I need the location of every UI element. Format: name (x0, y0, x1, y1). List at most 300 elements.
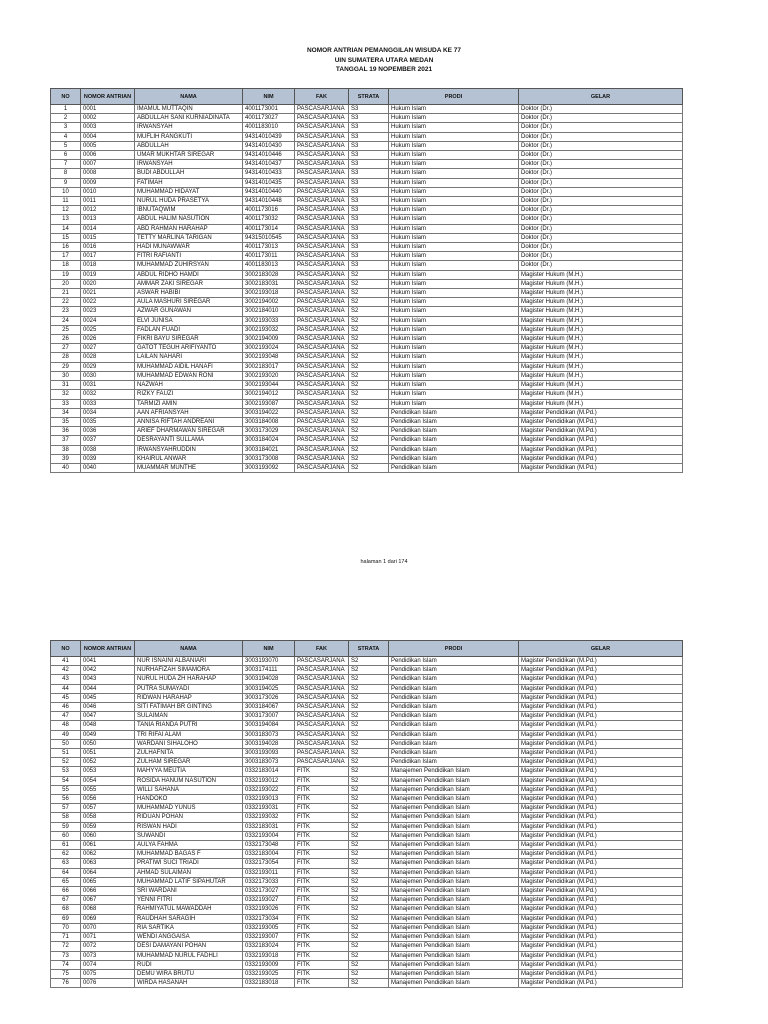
cell-nim: 0332193032 (243, 813, 295, 822)
cell-nomor-antrian: 0069 (81, 914, 135, 923)
cell-fak: FITK (295, 887, 349, 896)
cell-no: 16 (51, 243, 81, 252)
col-header-no: NO (51, 89, 81, 105)
cell-prodi: Pendidikan Islam (389, 408, 519, 417)
cell-nim: 0332193022 (243, 785, 295, 794)
cell-nomor-antrian: 0051 (81, 749, 135, 758)
cell-gelar: Doktor (Dr.) (519, 132, 683, 141)
cell-strata: S2 (349, 822, 389, 831)
cell-nama: NURHAFIZAH SIMAMORA (135, 666, 243, 675)
queue-table-page-1 (50, 88, 683, 473)
cell-nomor-antrian: 0050 (81, 739, 135, 748)
col-header-nim: NIM (243, 641, 295, 657)
cell-nomor-antrian: 0049 (81, 730, 135, 739)
table-row (51, 151, 683, 160)
table-row (51, 960, 683, 969)
cell-nama: RAUDHAH SARAGIH (135, 914, 243, 923)
cell-strata: S2 (349, 960, 389, 969)
cell-nim: 3002183031 (243, 279, 295, 288)
cell-no: 4 (51, 132, 81, 141)
cell-strata: S2 (349, 850, 389, 859)
cell-strata: S2 (349, 390, 389, 399)
cell-fak: PASCASARJANA (295, 252, 349, 261)
cell-nim: 3002184010 (243, 307, 295, 316)
cell-nomor-antrian: 0007 (81, 160, 135, 169)
cell-prodi: Manajemen Pendidikan Islam (389, 896, 519, 905)
table-row (51, 887, 683, 896)
cell-strata: S2 (349, 270, 389, 279)
cell-gelar: Magister Pendidikan (M.Pd.) (519, 739, 683, 748)
table-row (51, 923, 683, 932)
cell-nama: WENDI ANGGAISA (135, 933, 243, 942)
cell-nama: ABD RAHMAN HARAHAP (135, 224, 243, 233)
cell-prodi: Hukum Islam (389, 215, 519, 224)
cell-no: 56 (51, 795, 81, 804)
cell-strata: S2 (349, 325, 389, 334)
cell-strata: S2 (349, 371, 389, 380)
cell-fak: FITK (295, 896, 349, 905)
table-row (51, 841, 683, 850)
cell-strata: S2 (349, 877, 389, 886)
cell-gelar: Magister Pendidikan (M.Pd.) (519, 454, 683, 463)
cell-fak: PASCASARJANA (295, 417, 349, 426)
cell-gelar: Magister Pendidikan (M.Pd.) (519, 822, 683, 831)
cell-nama: IRWANSYAH (135, 160, 243, 169)
cell-fak: PASCASARJANA (295, 243, 349, 252)
cell-no: 29 (51, 362, 81, 371)
cell-nama: ANNISA RIFTAH ANDREANI (135, 417, 243, 426)
cell-prodi: Pendidikan Islam (389, 445, 519, 454)
table-row (51, 933, 683, 942)
cell-nomor-antrian: 0061 (81, 841, 135, 850)
cell-nomor-antrian: 0048 (81, 721, 135, 730)
cell-fak: PASCASARJANA (295, 454, 349, 463)
cell-fak: PASCASARJANA (295, 206, 349, 215)
table-row (51, 445, 683, 454)
cell-nama: TARMIZI AMIN (135, 399, 243, 408)
cell-fak: PASCASARJANA (295, 657, 349, 666)
cell-nama: IRWANSYAHRUDDIN (135, 445, 243, 454)
cell-prodi: Manajemen Pendidikan Islam (389, 914, 519, 923)
cell-fak: FITK (295, 822, 349, 831)
cell-gelar: Magister Pendidikan (M.Pd.) (519, 933, 683, 942)
table-row (51, 233, 683, 242)
cell-fak: PASCASARJANA (295, 132, 349, 141)
cell-gelar: Doktor (Dr.) (519, 169, 683, 178)
cell-no: 22 (51, 298, 81, 307)
cell-no: 33 (51, 399, 81, 408)
cell-nama: IRWANSYAH (135, 123, 243, 132)
cell-no: 2 (51, 114, 81, 123)
cell-no: 76 (51, 979, 81, 988)
cell-nomor-antrian: 0001 (81, 105, 135, 114)
cell-no: 7 (51, 160, 81, 169)
cell-nama: DESRAYANTI SULLAMA (135, 436, 243, 445)
cell-nim: 4001173001 (243, 105, 295, 114)
cell-gelar: Magister Pendidikan (M.Pd.) (519, 951, 683, 960)
cell-strata: S2 (349, 362, 389, 371)
cell-nim: 94314010448 (243, 197, 295, 206)
cell-nomor-antrian: 0026 (81, 335, 135, 344)
cell-nomor-antrian: 0047 (81, 712, 135, 721)
table-row (51, 785, 683, 794)
cell-gelar: Magister Hukum (M.H.) (519, 390, 683, 399)
cell-strata: S2 (349, 417, 389, 426)
cell-nama: ABDUL RIDHO HAMDI (135, 270, 243, 279)
cell-nim: 0332193007 (243, 933, 295, 942)
cell-no: 75 (51, 969, 81, 978)
cell-nim: 94314010440 (243, 187, 295, 196)
cell-fak: FITK (295, 813, 349, 822)
cell-strata: S2 (349, 730, 389, 739)
cell-nim: 94314010446 (243, 151, 295, 160)
cell-nim: 3003194084 (243, 721, 295, 730)
cell-nomor-antrian: 0016 (81, 243, 135, 252)
cell-nama: HADI MUNAWWAR (135, 243, 243, 252)
cell-nim: 0332173048 (243, 841, 295, 850)
cell-fak: PASCASARJANA (295, 353, 349, 362)
cell-nama: RIZKY FAUZI (135, 390, 243, 399)
table-row (51, 362, 683, 371)
cell-strata: S2 (349, 353, 389, 362)
cell-prodi: Hukum Islam (389, 289, 519, 298)
table-row (51, 289, 683, 298)
cell-nim: 94314010433 (243, 169, 295, 178)
cell-nomor-antrian: 0063 (81, 859, 135, 868)
cell-strata: S2 (349, 933, 389, 942)
cell-fak: PASCASARJANA (295, 463, 349, 472)
cell-nama: TANIA RIANDA PUTRI (135, 721, 243, 730)
cell-no: 62 (51, 850, 81, 859)
cell-nomor-antrian: 0011 (81, 197, 135, 206)
cell-prodi: Manajemen Pendidikan Islam (389, 951, 519, 960)
table-row (51, 307, 683, 316)
cell-fak: FITK (295, 960, 349, 969)
table-row (51, 371, 683, 380)
cell-strata: S2 (349, 298, 389, 307)
cell-no: 23 (51, 307, 81, 316)
cell-fak: PASCASARJANA (295, 261, 349, 270)
cell-gelar: Magister Pendidikan (M.Pd.) (519, 914, 683, 923)
cell-fak: FITK (295, 776, 349, 785)
cell-nim: 0332173027 (243, 887, 295, 896)
cell-no: 25 (51, 325, 81, 334)
cell-fak: PASCASARJANA (295, 151, 349, 160)
table-row (51, 279, 683, 288)
cell-nomor-antrian: 0058 (81, 813, 135, 822)
cell-fak: PASCASARJANA (295, 215, 349, 224)
cell-fak: FITK (295, 942, 349, 951)
table-row (51, 169, 683, 178)
cell-fak: PASCASARJANA (295, 749, 349, 758)
table-row (51, 417, 683, 426)
cell-strata: S2 (349, 767, 389, 776)
cell-strata: S2 (349, 749, 389, 758)
cell-no: 11 (51, 197, 81, 206)
cell-strata: S2 (349, 804, 389, 813)
cell-strata: S2 (349, 979, 389, 988)
cell-nim: 3002193048 (243, 353, 295, 362)
table-row (51, 749, 683, 758)
cell-strata: S3 (349, 114, 389, 123)
table-row (51, 905, 683, 914)
cell-prodi: Manajemen Pendidikan Islam (389, 795, 519, 804)
table-header-row (51, 89, 683, 105)
cell-no: 44 (51, 684, 81, 693)
table-row (51, 344, 683, 353)
cell-prodi: Hukum Islam (389, 243, 519, 252)
table-row (51, 454, 683, 463)
cell-strata: S2 (349, 381, 389, 390)
table-row (51, 877, 683, 886)
cell-nim: 3002193087 (243, 399, 295, 408)
cell-nama: AAN AFRIANSYAH (135, 408, 243, 417)
table-row (51, 316, 683, 325)
cell-gelar: Magister Pendidikan (M.Pd.) (519, 758, 683, 767)
cell-nomor-antrian: 0053 (81, 767, 135, 776)
table-row (51, 666, 683, 675)
cell-nomor-antrian: 0017 (81, 252, 135, 261)
cell-no: 60 (51, 831, 81, 840)
cell-nim: 3003184067 (243, 703, 295, 712)
cell-prodi: Pendidikan Islam (389, 436, 519, 445)
cell-prodi: Pendidikan Islam (389, 666, 519, 675)
table-row (51, 739, 683, 748)
cell-no: 70 (51, 923, 81, 932)
cell-nama: LAILAN NAHARI (135, 353, 243, 362)
table-row (51, 896, 683, 905)
cell-gelar: Magister Hukum (M.H.) (519, 316, 683, 325)
cell-strata: S2 (349, 399, 389, 408)
cell-no: 50 (51, 739, 81, 748)
cell-nim: 4001183013 (243, 261, 295, 270)
cell-strata: S3 (349, 160, 389, 169)
col-header-no: NO (51, 641, 81, 657)
cell-nim: 3002193024 (243, 344, 295, 353)
cell-nim: 3003184021 (243, 445, 295, 454)
table-row (51, 951, 683, 960)
cell-fak: FITK (295, 804, 349, 813)
cell-prodi: Hukum Islam (389, 233, 519, 242)
cell-no: 38 (51, 445, 81, 454)
cell-prodi: Manajemen Pendidikan Islam (389, 960, 519, 969)
cell-prodi: Manajemen Pendidikan Islam (389, 785, 519, 794)
cell-prodi: Pendidikan Islam (389, 657, 519, 666)
cell-nama: ARIEF DHARMAWAN SIREGAR (135, 427, 243, 436)
cell-gelar: Doktor (Dr.) (519, 105, 683, 114)
cell-nim: 0332193018 (243, 951, 295, 960)
cell-nim: 3003173007 (243, 712, 295, 721)
cell-fak: FITK (295, 979, 349, 988)
cell-nama: MUAMMAR MUNTHE (135, 463, 243, 472)
cell-nomor-antrian: 0070 (81, 923, 135, 932)
cell-nomor-antrian: 0055 (81, 785, 135, 794)
cell-nama: MUHAMMAD EDWAN RONI (135, 371, 243, 380)
cell-nim: 0332193026 (243, 905, 295, 914)
cell-strata: S2 (349, 951, 389, 960)
cell-no: 3 (51, 123, 81, 132)
cell-fak: PASCASARJANA (295, 399, 349, 408)
cell-no: 51 (51, 749, 81, 758)
cell-prodi: Hukum Islam (389, 169, 519, 178)
cell-nomor-antrian: 0072 (81, 942, 135, 951)
cell-prodi: Manajemen Pendidikan Islam (389, 933, 519, 942)
cell-nama: MUHAMMAD LATIF SIPAHUTAR (135, 877, 243, 886)
cell-nama: UMAR MUKHTAR SIREGAR (135, 151, 243, 160)
cell-strata: S3 (349, 105, 389, 114)
cell-nama: MUHAMMAD YUNUS (135, 804, 243, 813)
cell-prodi: Pendidikan Islam (389, 739, 519, 748)
cell-strata: S2 (349, 454, 389, 463)
cell-nama: ABDULLAH (135, 141, 243, 150)
cell-nama: FITRI RAFIANTI (135, 252, 243, 261)
cell-strata: S2 (349, 868, 389, 877)
cell-fak: PASCASARJANA (295, 739, 349, 748)
cell-strata: S3 (349, 187, 389, 196)
cell-nim: 0332193005 (243, 923, 295, 932)
cell-prodi: Hukum Islam (389, 141, 519, 150)
cell-gelar: Magister Hukum (M.H.) (519, 325, 683, 334)
cell-gelar: Magister Pendidikan (M.Pd.) (519, 417, 683, 426)
cell-nim: 94314010435 (243, 178, 295, 187)
cell-fak: PASCASARJANA (295, 712, 349, 721)
cell-nim: 0332193013 (243, 795, 295, 804)
cell-nim: 3003193070 (243, 657, 295, 666)
table-row (51, 657, 683, 666)
cell-nama: SITI FATIMAH BR GINTING (135, 703, 243, 712)
table-header-row (51, 641, 683, 657)
cell-nim: 94314010430 (243, 141, 295, 150)
cell-prodi: Pendidikan Islam (389, 730, 519, 739)
cell-prodi: Pendidikan Islam (389, 427, 519, 436)
cell-strata: S3 (349, 151, 389, 160)
cell-nomor-antrian: 0065 (81, 877, 135, 886)
cell-nim: 0332193031 (243, 804, 295, 813)
table-row (51, 942, 683, 951)
table-row (51, 141, 683, 150)
header-university: UIN SUMATERA UTARA MEDAN (334, 56, 434, 64)
cell-nim: 3002193033 (243, 316, 295, 325)
cell-no: 74 (51, 960, 81, 969)
cell-nama: BUDI ABDULLAH (135, 169, 243, 178)
cell-fak: PASCASARJANA (295, 758, 349, 767)
table-body-page-2 (51, 657, 683, 988)
cell-nama: SULAIMAN (135, 712, 243, 721)
cell-fak: FITK (295, 859, 349, 868)
cell-nim: 3002194012 (243, 390, 295, 399)
cell-gelar: Magister Hukum (M.H.) (519, 362, 683, 371)
cell-no: 24 (51, 316, 81, 325)
cell-no: 5 (51, 141, 81, 150)
cell-nama: NURUL HUDA ZH HARAHAP (135, 675, 243, 684)
cell-prodi: Hukum Islam (389, 353, 519, 362)
cell-nomor-antrian: 0075 (81, 969, 135, 978)
cell-strata: S3 (349, 197, 389, 206)
cell-no: 6 (51, 151, 81, 160)
cell-strata: S2 (349, 923, 389, 932)
cell-prodi: Pendidikan Islam (389, 712, 519, 721)
cell-nim: 3002193032 (243, 325, 295, 334)
cell-nim: 0332193027 (243, 896, 295, 905)
cell-strata: S3 (349, 215, 389, 224)
cell-nomor-antrian: 0021 (81, 289, 135, 298)
cell-nim: 4001173011 (243, 252, 295, 261)
cell-nama: FADLAN FUADI (135, 325, 243, 334)
table-row (51, 721, 683, 730)
table-row (51, 914, 683, 923)
table-row (51, 243, 683, 252)
cell-prodi: Hukum Islam (389, 261, 519, 270)
table-row (51, 969, 683, 978)
cell-strata: S3 (349, 252, 389, 261)
cell-strata: S2 (349, 445, 389, 454)
cell-strata: S2 (349, 316, 389, 325)
cell-nim: 0332173033 (243, 877, 295, 886)
cell-nama: RIA SARTIKA (135, 923, 243, 932)
cell-fak: PASCASARJANA (295, 381, 349, 390)
cell-gelar: Magister Pendidikan (M.Pd.) (519, 877, 683, 886)
cell-nomor-antrian: 0002 (81, 114, 135, 123)
cell-no: 26 (51, 335, 81, 344)
cell-nomor-antrian: 0043 (81, 675, 135, 684)
cell-strata: S2 (349, 307, 389, 316)
cell-no: 67 (51, 896, 81, 905)
cell-nim: 3003173026 (243, 693, 295, 702)
table-row (51, 804, 683, 813)
cell-strata: S2 (349, 684, 389, 693)
cell-nama: WILLI SAHANA (135, 785, 243, 794)
cell-strata: S2 (349, 344, 389, 353)
cell-fak: PASCASARJANA (295, 316, 349, 325)
cell-nomor-antrian: 0029 (81, 362, 135, 371)
cell-prodi: Hukum Islam (389, 279, 519, 288)
cell-prodi: Pendidikan Islam (389, 684, 519, 693)
cell-nomor-antrian: 0052 (81, 758, 135, 767)
cell-prodi: Pendidikan Islam (389, 463, 519, 472)
table-row (51, 979, 683, 988)
cell-fak: PASCASARJANA (295, 666, 349, 675)
cell-gelar: Magister Pendidikan (M.Pd.) (519, 767, 683, 776)
cell-fak: PASCASARJANA (295, 160, 349, 169)
table-row (51, 859, 683, 868)
cell-nama: ABDUL HALIM NASUTION (135, 215, 243, 224)
cell-nim: 3002183017 (243, 362, 295, 371)
cell-fak: PASCASARJANA (295, 289, 349, 298)
cell-nama: MAHYYA MEUTIA (135, 767, 243, 776)
cell-gelar: Magister Pendidikan (M.Pd.) (519, 666, 683, 675)
cell-nomor-antrian: 0056 (81, 795, 135, 804)
cell-prodi: Manajemen Pendidikan Islam (389, 776, 519, 785)
cell-prodi: Pendidikan Islam (389, 417, 519, 426)
cell-fak: PASCASARJANA (295, 123, 349, 132)
cell-fak: PASCASARJANA (295, 105, 349, 114)
cell-gelar: Magister Pendidikan (M.Pd.) (519, 730, 683, 739)
cell-gelar: Magister Pendidikan (M.Pd.) (519, 942, 683, 951)
cell-nim: 3003184008 (243, 417, 295, 426)
cell-fak: FITK (295, 850, 349, 859)
cell-nomor-antrian: 0033 (81, 399, 135, 408)
cell-nama: DESI DAMAYANI POHAN (135, 942, 243, 951)
cell-no: 31 (51, 381, 81, 390)
table-row (51, 730, 683, 739)
cell-nim: 4001173014 (243, 224, 295, 233)
cell-prodi: Hukum Islam (389, 344, 519, 353)
cell-prodi: Manajemen Pendidikan Islam (389, 822, 519, 831)
cell-no: 63 (51, 859, 81, 868)
cell-nomor-antrian: 0042 (81, 666, 135, 675)
cell-nomor-antrian: 0020 (81, 279, 135, 288)
cell-nama: IBNUTAQWIM (135, 206, 243, 215)
